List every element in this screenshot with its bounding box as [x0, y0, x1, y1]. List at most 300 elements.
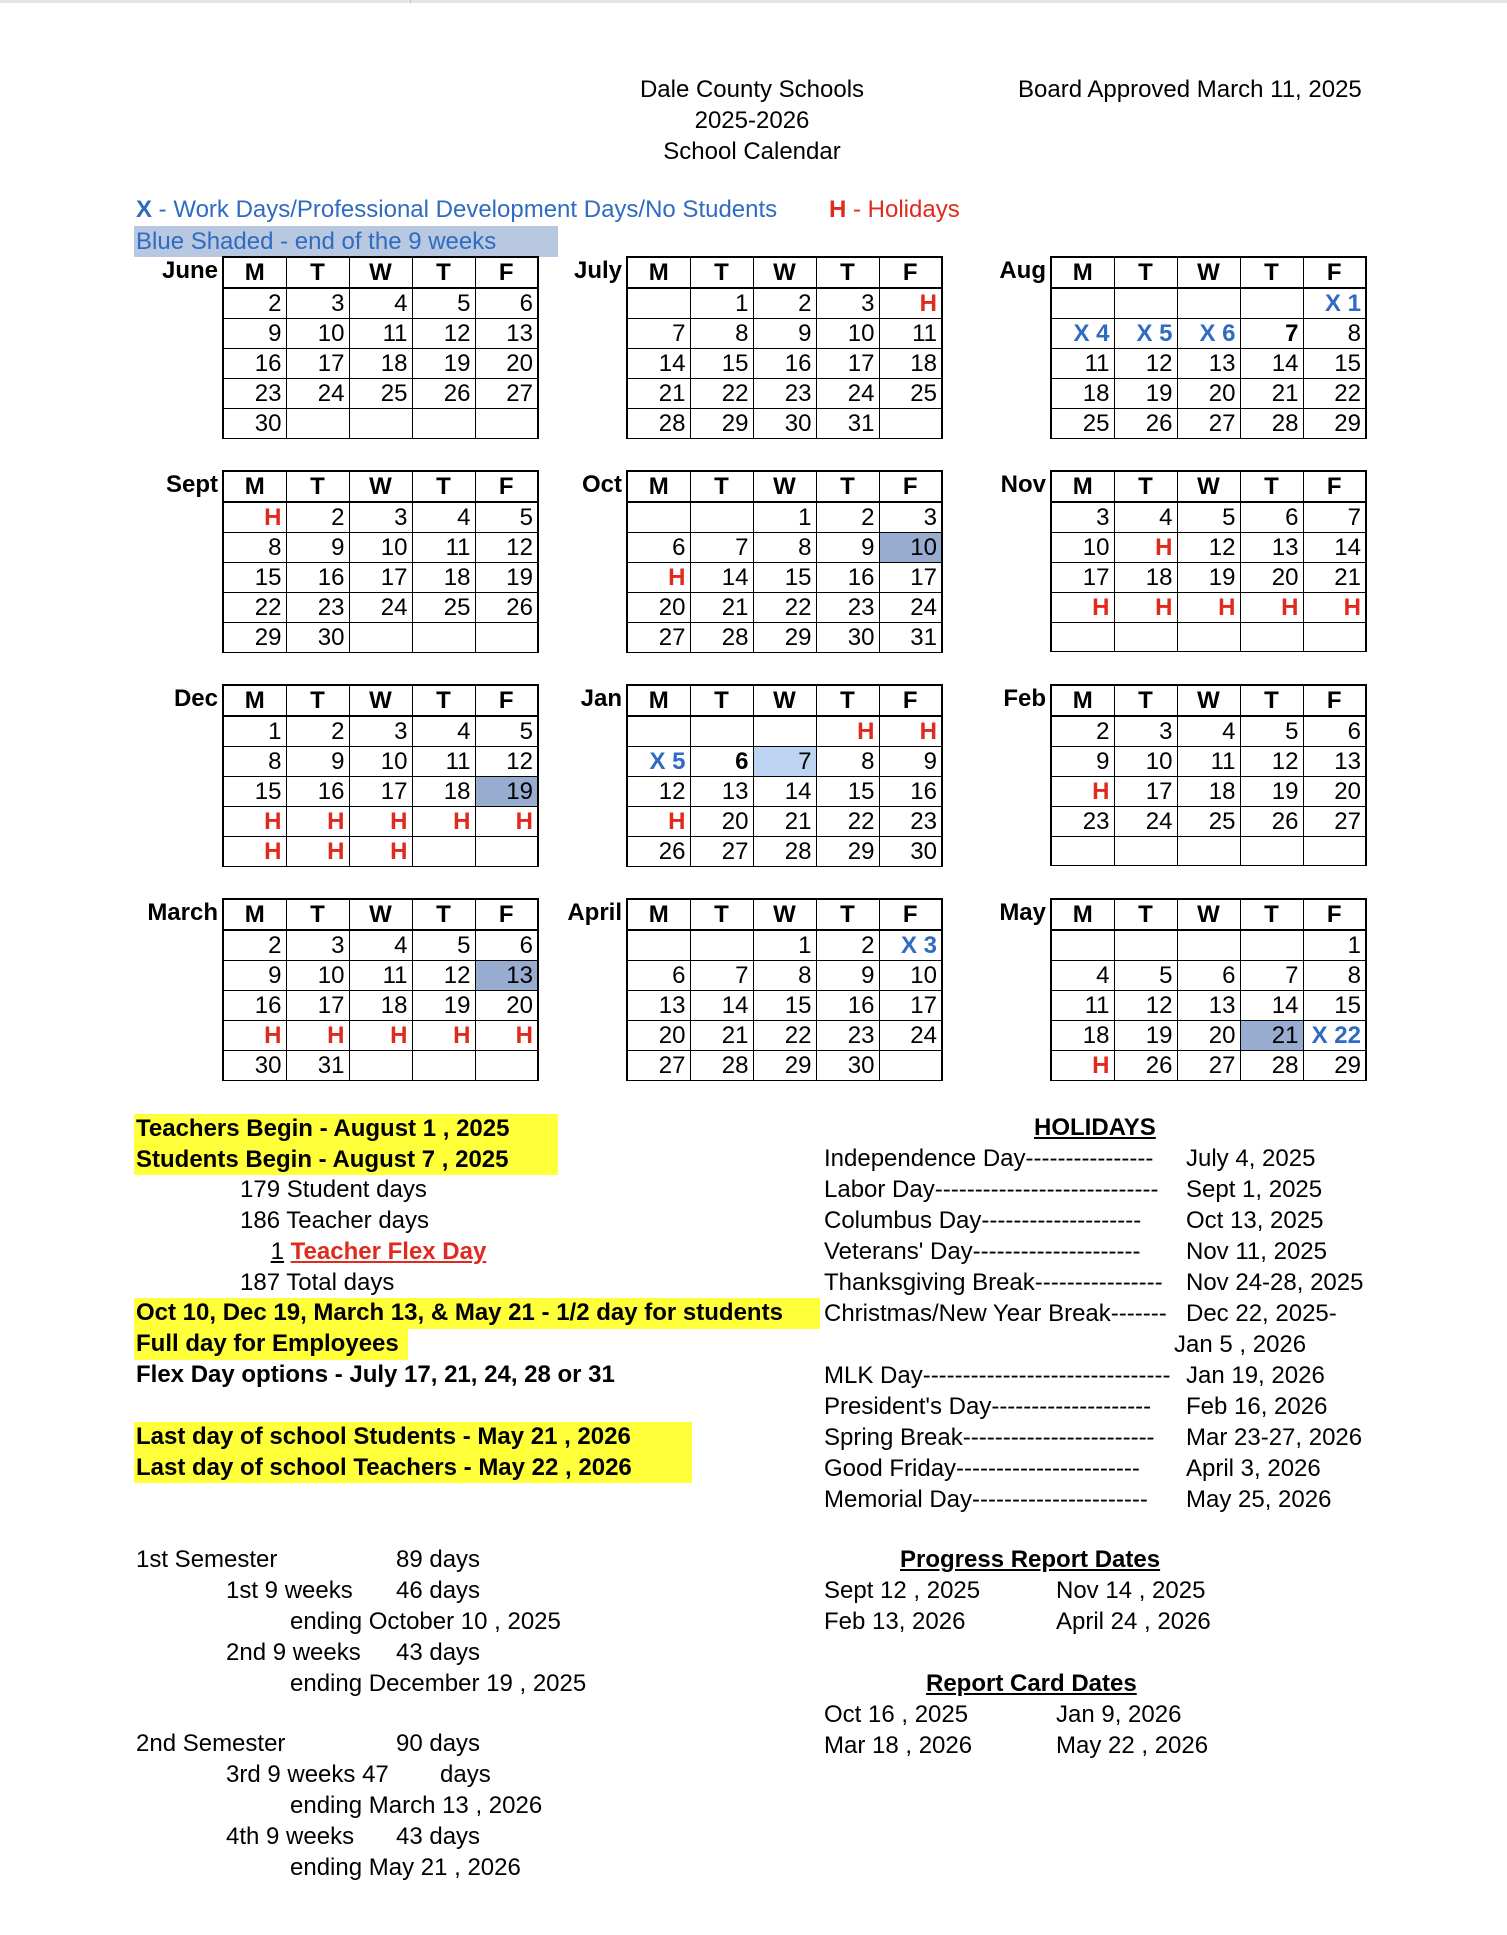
month-label-oct: Oct: [581, 471, 622, 498]
day-cell: 18: [1051, 379, 1114, 409]
day-cell: 17: [286, 991, 349, 1021]
day-cell: [1051, 837, 1114, 866]
week-row: [1051, 961, 1366, 991]
week-row: [627, 623, 942, 653]
week-row: [223, 533, 538, 563]
month-label-june: June: [161, 257, 218, 284]
last-day-notes: [134, 1422, 692, 1483]
weekday-header: F: [475, 257, 538, 288]
week-row: [1051, 930, 1366, 961]
weekday-header: W: [349, 685, 412, 716]
holiday-name: Independence Day----------------: [824, 1145, 1154, 1172]
day-cell: 11: [1051, 349, 1114, 379]
weekday-header: T: [816, 899, 879, 930]
week-row: [627, 349, 942, 379]
day-cell: 9: [223, 319, 286, 349]
day-cell: 10: [349, 533, 412, 563]
day-cell: 10: [286, 961, 349, 991]
week-row: [1051, 716, 1366, 747]
day-cell: 7: [1303, 502, 1366, 533]
day-cell: 5: [1114, 961, 1177, 991]
day-cell: 24: [879, 593, 942, 623]
day-cell: 18: [349, 349, 412, 379]
day-cell: 2: [816, 930, 879, 961]
day-cell: X 1: [1303, 288, 1366, 319]
week-row: [223, 623, 538, 653]
title-line-1: Dale County Schools: [639, 76, 865, 103]
week-row: [627, 991, 942, 1021]
day-cell: H: [1114, 593, 1177, 623]
day-cell: 11: [412, 747, 475, 777]
day-cell: 31: [816, 409, 879, 439]
day-cell: X 5: [1114, 319, 1177, 349]
day-cell: 15: [753, 563, 816, 593]
day-cell: H: [475, 1021, 538, 1051]
day-cell: 6: [627, 961, 690, 991]
day-cell: 29: [753, 1051, 816, 1081]
day-cell: 12: [1240, 747, 1303, 777]
day-cell: 24: [816, 379, 879, 409]
semester-1-days: 89 days: [396, 1546, 481, 1573]
weekday-header: T: [1240, 471, 1303, 502]
week-row: [627, 747, 942, 777]
holiday-date: Nov 11, 2025: [1186, 1238, 1327, 1265]
day-cell: 9: [879, 747, 942, 777]
day-cell: [1177, 930, 1240, 961]
holiday-name: Good Friday-----------------------: [824, 1455, 1140, 1482]
day-cell: 4: [1114, 502, 1177, 533]
week-row: [1051, 747, 1366, 777]
holiday-name: MLK Day-------------------------------: [824, 1362, 1171, 1389]
day-cell: 20: [1177, 379, 1240, 409]
day-cell: H: [879, 716, 942, 747]
day-cell: 23: [286, 593, 349, 623]
day-cell: [412, 837, 475, 867]
weekday-header: F: [879, 899, 942, 930]
month-label-may: May: [999, 899, 1046, 926]
day-cell: [627, 502, 690, 533]
weeks-4-days: 43 days: [396, 1823, 481, 1850]
holiday-name: Memorial Day----------------------: [824, 1486, 1148, 1513]
day-cell: 30: [286, 623, 349, 653]
month-label-march: March: [147, 899, 218, 926]
day-cell: [475, 837, 538, 867]
day-cell: 22: [816, 807, 879, 837]
student-days-row: [240, 1176, 427, 1204]
day-cell: [1177, 837, 1240, 866]
day-cell: 30: [223, 1051, 286, 1081]
day-cell: H: [1051, 777, 1114, 807]
holiday-date: Jan 19, 2026: [1186, 1362, 1325, 1389]
progress-report-title: Progress Report Dates: [900, 1546, 1161, 1573]
weekday-header: T: [690, 257, 753, 288]
day-cell: [1114, 930, 1177, 961]
day-cell: 2: [286, 502, 349, 533]
day-cell: 31: [879, 623, 942, 653]
approval-note: Board Approved March 11, 2025: [1018, 76, 1362, 103]
day-cell: 6: [475, 288, 538, 319]
calendar-oct: [626, 470, 943, 653]
day-cell: H: [223, 837, 286, 867]
day-cell: 13: [475, 319, 538, 349]
weekday-header: M: [223, 471, 286, 502]
day-cell: 21: [1240, 1021, 1303, 1051]
day-cell: 21: [627, 379, 690, 409]
day-cell: 19: [475, 563, 538, 593]
week-row: [1051, 502, 1366, 533]
weekday-header: F: [1303, 257, 1366, 288]
week-row: [627, 319, 942, 349]
day-cell: 26: [475, 593, 538, 623]
day-cell: 9: [753, 319, 816, 349]
day-cell: 18: [879, 349, 942, 379]
students-begin-text: Students Begin - August 7 , 2025: [136, 1145, 509, 1173]
day-cell: 15: [816, 777, 879, 807]
holiday-date: Dec 22, 2025-: [1186, 1300, 1337, 1327]
day-cell: 4: [412, 716, 475, 747]
report-card-date-4: May 22 , 2026: [1056, 1732, 1209, 1759]
weekday-header: T: [286, 257, 349, 288]
weekday-header: F: [879, 257, 942, 288]
week-row: [627, 1021, 942, 1051]
day-cell: 13: [1177, 349, 1240, 379]
week-row: [627, 807, 942, 837]
day-cell: H: [223, 502, 286, 533]
day-cell: 20: [1303, 777, 1366, 807]
day-cell: H: [1177, 593, 1240, 623]
weekday-header: T: [1240, 257, 1303, 288]
day-cell: 29: [223, 623, 286, 653]
legend-x-text: - Work Days/Professional Development Days/No Students: [152, 196, 778, 223]
day-cell: [412, 409, 475, 439]
holiday-name: President's Day--------------------: [824, 1393, 1152, 1420]
day-cell: 10: [879, 533, 942, 563]
day-cell: [627, 930, 690, 961]
day-cell: 10: [879, 961, 942, 991]
weekday-header: W: [753, 899, 816, 930]
weekday-header: M: [627, 899, 690, 930]
day-cell: 23: [816, 593, 879, 623]
holiday-date: Sept 1, 2025: [1186, 1176, 1323, 1203]
student-days-label: Student days: [286, 1176, 427, 1203]
day-cell: H: [627, 807, 690, 837]
month-label-sept: Sept: [165, 471, 218, 498]
weekday-header: F: [475, 471, 538, 502]
day-cell: 20: [627, 1021, 690, 1051]
day-cell: [475, 1051, 538, 1081]
day-cell: 9: [286, 747, 349, 777]
day-cell: 13: [1240, 533, 1303, 563]
week-row: [223, 747, 538, 777]
weekday-header: F: [1303, 471, 1366, 502]
flex-day-row: [222, 1238, 486, 1266]
day-cell: 7: [1240, 961, 1303, 991]
day-cell: 23: [753, 379, 816, 409]
weekday-header: W: [349, 257, 412, 288]
day-cell: 5: [412, 930, 475, 961]
legend-work-days: [136, 196, 777, 224]
day-cell: 13: [475, 961, 538, 991]
week-row: [223, 409, 538, 439]
day-cell: 29: [1303, 409, 1366, 439]
day-cell: 5: [1240, 716, 1303, 747]
day-cell: 9: [816, 533, 879, 563]
teacher-days-label: Teacher days: [286, 1207, 430, 1234]
day-cell: 21: [1240, 379, 1303, 409]
week-row: [223, 716, 538, 747]
holiday-name: Thanksgiving Break----------------: [824, 1269, 1163, 1296]
total-days-row: [240, 1269, 394, 1297]
day-cell: 3: [1051, 502, 1114, 533]
day-cell: X 5: [627, 747, 690, 777]
weekday-header: M: [1051, 685, 1114, 716]
day-cell: 16: [223, 349, 286, 379]
report-card-date-3: Mar 18 , 2026: [824, 1732, 973, 1759]
day-cell: [1177, 288, 1240, 319]
weeks-3-end: ending March 13 , 2026: [290, 1792, 543, 1819]
day-cell: 19: [412, 991, 475, 1021]
week-row: [1051, 623, 1366, 652]
weekday-header: M: [223, 257, 286, 288]
day-cell: 14: [1240, 991, 1303, 1021]
day-cell: H: [475, 807, 538, 837]
day-cell: [690, 502, 753, 533]
day-cell: 3: [286, 288, 349, 319]
day-cell: 21: [1303, 563, 1366, 593]
day-cell: 21: [753, 807, 816, 837]
day-cell: [475, 409, 538, 439]
day-cell: 27: [1177, 1051, 1240, 1081]
day-cell: [1240, 288, 1303, 319]
day-cell: 19: [475, 777, 538, 807]
day-cell: 30: [223, 409, 286, 439]
day-cell: 23: [1051, 807, 1114, 837]
day-cell: 26: [627, 837, 690, 867]
week-row: [627, 593, 942, 623]
day-cell: H: [1114, 533, 1177, 563]
holiday-name: Veterans' Day---------------------: [824, 1238, 1141, 1265]
day-cell: 11: [1177, 747, 1240, 777]
day-cell: [349, 623, 412, 653]
weekday-header: T: [690, 685, 753, 716]
day-cell: 3: [349, 502, 412, 533]
day-cell: [1051, 623, 1114, 652]
weekday-header: W: [349, 899, 412, 930]
week-row: [223, 349, 538, 379]
day-cell: 30: [816, 1051, 879, 1081]
weekday-header: F: [879, 685, 942, 716]
day-cell: 15: [223, 563, 286, 593]
day-cell: [627, 288, 690, 319]
day-cell: 13: [1177, 991, 1240, 1021]
day-cell: 24: [1114, 807, 1177, 837]
day-cell: 4: [1177, 716, 1240, 747]
day-cell: 27: [1303, 807, 1366, 837]
day-cell: 3: [1114, 716, 1177, 747]
day-cell: 12: [1177, 533, 1240, 563]
week-row: [1051, 837, 1366, 866]
day-cell: 12: [627, 777, 690, 807]
day-cell: 7: [627, 319, 690, 349]
weekday-header: T: [690, 899, 753, 930]
day-cell: 26: [1114, 1051, 1177, 1081]
flex-day-count: 1: [270, 1238, 284, 1265]
day-cell: H: [627, 563, 690, 593]
day-cell: X 3: [879, 930, 942, 961]
day-cell: 3: [286, 930, 349, 961]
week-row: [1051, 319, 1366, 349]
day-cell: H: [412, 807, 475, 837]
day-cell: 8: [223, 533, 286, 563]
day-cell: 15: [690, 349, 753, 379]
day-cell: 11: [1051, 991, 1114, 1021]
day-cell: 19: [1114, 379, 1177, 409]
day-cell: 25: [1177, 807, 1240, 837]
day-cell: 18: [412, 777, 475, 807]
week-row: [223, 593, 538, 623]
day-cell: 28: [690, 1051, 753, 1081]
day-cell: 6: [1177, 961, 1240, 991]
day-cell: [690, 930, 753, 961]
day-cell: 6: [1303, 716, 1366, 747]
week-row: [1051, 807, 1366, 837]
holiday-date: Jan 5 , 2026: [1174, 1331, 1307, 1358]
weekday-header: M: [627, 257, 690, 288]
weekday-header: M: [223, 899, 286, 930]
day-cell: [1051, 288, 1114, 319]
day-cell: 22: [223, 593, 286, 623]
holiday-name: Labor Day----------------------------: [824, 1176, 1159, 1203]
day-cell: 26: [1114, 409, 1177, 439]
day-cell: 5: [475, 716, 538, 747]
full-day-note: Full day for Employees: [134, 1329, 408, 1360]
day-cell: 29: [753, 623, 816, 653]
week-row: [1051, 349, 1366, 379]
weekday-header: T: [412, 685, 475, 716]
teachers-begin: [134, 1114, 558, 1175]
weekday-header: W: [1177, 685, 1240, 716]
day-cell: 16: [223, 991, 286, 1021]
holiday-date: Mar 23-27, 2026: [1186, 1424, 1363, 1451]
day-cell: [1114, 288, 1177, 319]
day-cell: H: [1051, 593, 1114, 623]
week-row: [627, 1051, 942, 1081]
day-cell: 18: [1051, 1021, 1114, 1051]
student-days-count: 179: [240, 1176, 281, 1203]
weekday-header: T: [1114, 899, 1177, 930]
weekday-header: T: [690, 471, 753, 502]
month-label-jan: Jan: [580, 685, 622, 712]
day-cell: 22: [1303, 379, 1366, 409]
day-cell: 30: [816, 623, 879, 653]
day-cell: 12: [1114, 991, 1177, 1021]
flex-day-label: Teacher Flex Day: [290, 1238, 487, 1265]
day-cell: 30: [753, 409, 816, 439]
half-day-note: Oct 10, Dec 19, March 13, & May 21 - 1/2 day for students: [134, 1298, 820, 1329]
day-cell: 24: [349, 593, 412, 623]
weekday-header: T: [286, 899, 349, 930]
day-cell: 1: [690, 288, 753, 319]
calendar-dec: [222, 684, 539, 867]
weekday-header: W: [1177, 471, 1240, 502]
week-row: [223, 563, 538, 593]
calendar-june: [222, 256, 539, 439]
calendar-aug: [1050, 256, 1367, 439]
day-cell: 27: [627, 1051, 690, 1081]
day-cell: 10: [286, 319, 349, 349]
day-cell: 13: [627, 991, 690, 1021]
progress-date-4: April 24 , 2026: [1056, 1608, 1211, 1635]
semester-1-label: 1st Semester: [136, 1546, 278, 1573]
week-row: [1051, 533, 1366, 563]
holiday-date: Oct 13, 2025: [1186, 1207, 1324, 1234]
week-row: [627, 288, 942, 319]
day-cell: 25: [349, 379, 412, 409]
teachers-begin-text: Teachers Begin - August 1 , 2025: [136, 1115, 510, 1142]
weekday-header: T: [412, 899, 475, 930]
day-cell: H: [1240, 593, 1303, 623]
day-cell: 13: [1303, 747, 1366, 777]
day-cell: 3: [816, 288, 879, 319]
flex-options-note: Flex Day options - July 17, 21, 24, 28 or 31: [136, 1361, 615, 1388]
report-card-date-1: Oct 16 , 2025: [824, 1701, 969, 1728]
weekday-header: M: [1051, 257, 1114, 288]
day-cell: 29: [1303, 1051, 1366, 1081]
day-cell: [1240, 930, 1303, 961]
week-row: [627, 930, 942, 961]
day-cell: [753, 716, 816, 747]
day-cell: 29: [690, 409, 753, 439]
week-row: [627, 502, 942, 533]
weeks-4-end: ending May 21 , 2026: [290, 1854, 521, 1881]
day-cell: [1240, 837, 1303, 866]
day-cell: 17: [349, 563, 412, 593]
weekday-header: T: [286, 685, 349, 716]
day-cell: 21: [690, 593, 753, 623]
day-cell: H: [879, 288, 942, 319]
week-row: [627, 961, 942, 991]
day-cell: H: [349, 807, 412, 837]
day-cell: [286, 409, 349, 439]
day-cell: 25: [412, 593, 475, 623]
last-day-teachers: Last day of school Teachers - May 22 , 2026: [136, 1453, 632, 1481]
week-row: [627, 716, 942, 747]
weekday-header: T: [816, 685, 879, 716]
week-row: [627, 409, 942, 439]
day-cell: 10: [1051, 533, 1114, 563]
day-cell: 21: [690, 1021, 753, 1051]
day-cell: 8: [753, 961, 816, 991]
day-cell: 27: [1177, 409, 1240, 439]
day-cell: 9: [286, 533, 349, 563]
calendar-sept: [222, 470, 539, 653]
day-cell: 20: [1240, 563, 1303, 593]
day-cell: 11: [412, 533, 475, 563]
week-row: [223, 1051, 538, 1081]
day-cell: H: [286, 837, 349, 867]
holiday-date: Feb 16, 2026: [1186, 1393, 1328, 1420]
weekday-header: W: [753, 471, 816, 502]
day-cell: 8: [1303, 961, 1366, 991]
day-cell: 1: [223, 716, 286, 747]
last-day-students: Last day of school Students - May 21 , 2026: [136, 1423, 631, 1450]
month-label-april: April: [567, 899, 622, 926]
day-cell: 16: [286, 777, 349, 807]
day-cell: 19: [1240, 777, 1303, 807]
day-cell: 8: [816, 747, 879, 777]
week-row: [223, 319, 538, 349]
day-cell: 14: [627, 349, 690, 379]
